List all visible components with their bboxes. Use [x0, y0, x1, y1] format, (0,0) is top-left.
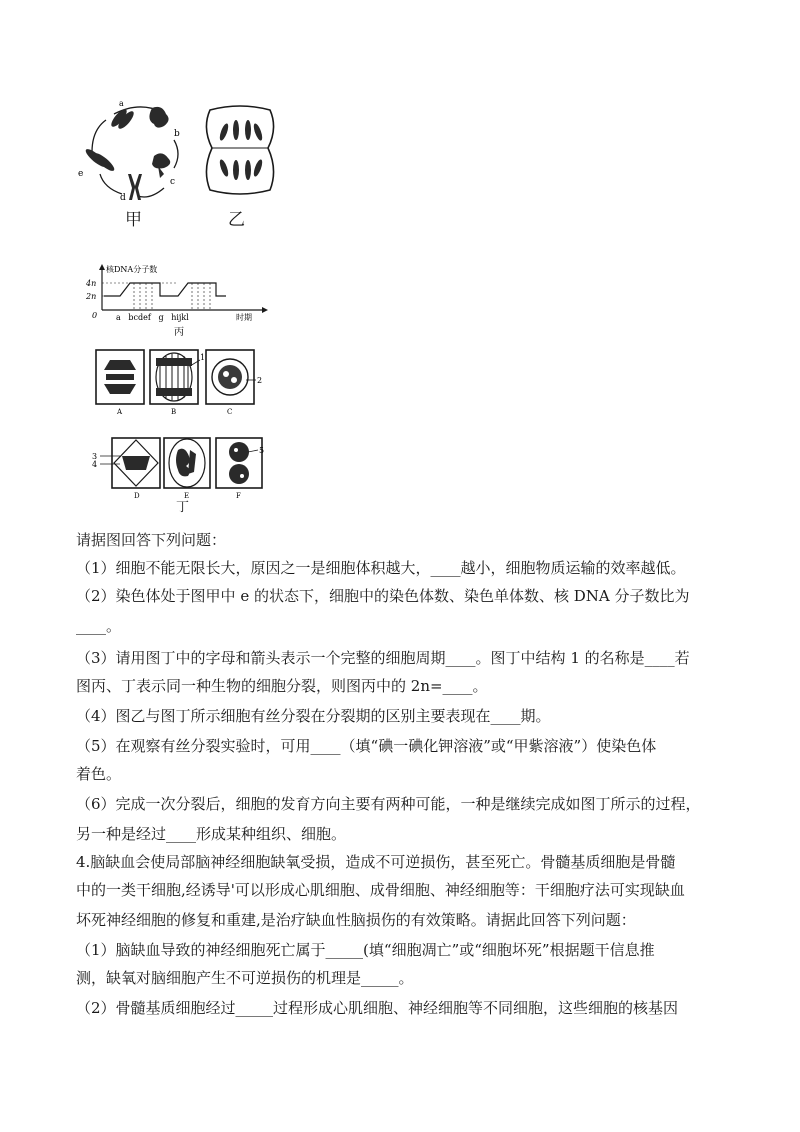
ding-label-f: F [236, 492, 241, 500]
problem-4-q1-line-2: 测，缺氧对脑细胞产生不可逆损伤的机理是_____。 [76, 969, 414, 987]
ding-num-2: 2 [257, 376, 263, 385]
caption-bing: 丙 [174, 327, 184, 338]
caption-ding: 丁 [176, 500, 190, 515]
intro-text: 请据图回答下列问题： [76, 531, 227, 549]
ding-label-d: D [134, 492, 140, 500]
figure-bing [84, 262, 274, 340]
question-3-line-1: （3）请用图丁中的字母和箭头表示一个完整的细胞周期____。图丁中结构 1 的名称是____若 [76, 649, 690, 667]
ding-label-c: C [227, 408, 233, 416]
ding-label-a: A [117, 408, 123, 416]
caption-yi: 乙 [228, 210, 245, 230]
bing-x-letters: a bcdef g hijkl [116, 313, 189, 322]
jia-label-b: b [174, 129, 180, 139]
question-2-line-1: （2）染色体处于图甲中 e 的状态下，细胞中的染色体数、染色单体数、核 DNA 分子数比为 [76, 587, 690, 605]
question-5-line-2: 着色。 [76, 765, 122, 783]
question-1: （1）细胞不能无限长大，原因之一是细胞体积越大，____越小，细胞物质运输的效率越低。 [76, 559, 686, 577]
figure-yi [200, 104, 280, 196]
problem-4-line-3: 坏死神经细胞的修复和重建,是治疗缺血性脑损伤的有效策略。请据此回答下列问题： [76, 911, 636, 929]
jia-label-c: c [170, 177, 176, 187]
bing-tick-2n: 2n [86, 292, 97, 301]
problem-4-q2: （2）骨髓基质细胞经过_____过程形成心肌细胞、神经细胞等不同细胞，这些细胞的核基因 [76, 999, 679, 1017]
question-6-line-2: 另一种是经过____形成某种组织、细胞。 [76, 825, 347, 843]
question-2-line-2: ____。 [76, 617, 122, 635]
jia-label-d: d [120, 193, 126, 203]
question-3-line-2: 图丙、丁表示同一种生物的细胞分裂，则图丙中的 2n=____。 [76, 677, 488, 695]
question-5-line-1: （5）在观察有丝分裂实验时，可用____（填“碘一碘化钾溶液”或“甲紫溶液”）使染色体 [76, 737, 657, 755]
ding-num-5: 5 [259, 446, 265, 455]
caption-jia: 甲 [125, 210, 142, 230]
bing-tick-4n: 4n [86, 279, 97, 288]
question-6-line-1: （6）完成一次分裂后，细胞的发育方向主要有两种可能，一种是继续完成如图丁所示的过程， [76, 795, 701, 813]
jia-label-e: e [78, 169, 84, 179]
problem-4-line-1: 4.脑缺血会使局部脑神经细胞缺氧受损，造成不可逆损伤，甚至死亡。骨髓基质细胞是骨髓 [76, 853, 676, 871]
ding-num-4: 4 [92, 460, 98, 469]
ding-num-1: 1 [200, 353, 206, 362]
bing-x-title: 时期 [236, 313, 252, 322]
ding-label-e: E [184, 492, 190, 500]
question-4: （4）图乙与图丁所示细胞有丝分裂在分裂期的区别主要表现在____期。 [76, 707, 551, 725]
problem-4-q1-line-1: （1）脑缺血导致的神经细胞死亡属于_____(填“细胞凋亡”或“细胞坏死”根据题干信息推 [76, 941, 655, 959]
bing-tick-0: 0 [92, 311, 98, 320]
ding-num-3: 3 [92, 452, 98, 461]
problem-4-line-2: 中的一类干细胞,经诱导'可以形成心肌细胞、成骨细胞、神经细胞等：干细胞疗法可实现缺血 [76, 881, 685, 899]
ding-label-b: B [171, 408, 177, 416]
jia-label-a: a [119, 99, 124, 108]
figure-ding [90, 346, 270, 506]
bing-y-title: 核DNA分子数 [106, 265, 158, 274]
